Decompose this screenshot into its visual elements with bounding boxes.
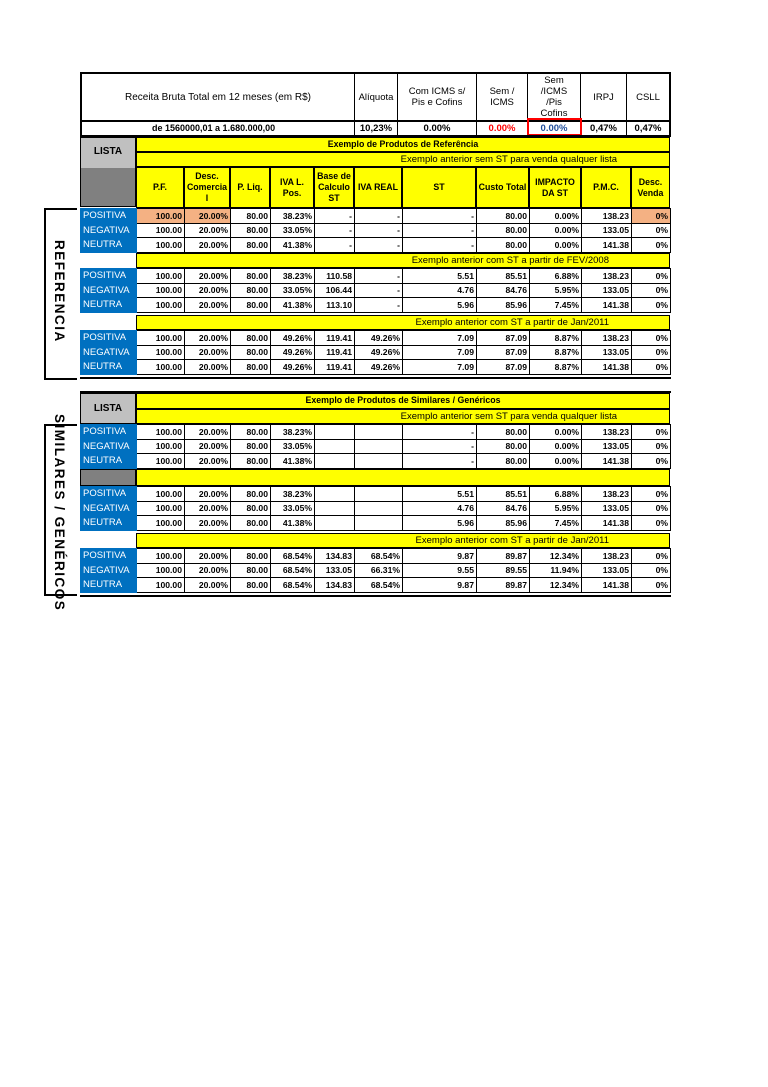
- cell-st: 5.51: [403, 487, 477, 502]
- cell-category: POSITIVA: [81, 269, 137, 284]
- cell-desc-venda: 0%: [632, 298, 671, 313]
- cell-impacto-st: 11.94%: [530, 563, 582, 578]
- cell-custo-total: 84.76: [477, 501, 530, 516]
- cell-pf: 100.00: [137, 360, 185, 375]
- cell-desc-comercial: 20.00%: [185, 487, 231, 502]
- section2-band1: Exemplo anterior sem ST para venda qualquer lista: [136, 409, 670, 424]
- cell-category: POSITIVA: [81, 331, 137, 346]
- cell-p-liq: 80.00: [231, 331, 271, 346]
- cell-custo-total: 80.00: [477, 439, 530, 454]
- cell-pmc: 141.38: [582, 454, 632, 469]
- cell-category: NEUTRA: [81, 298, 137, 313]
- cell-pf: 100.00: [137, 238, 185, 253]
- cell-pmc: 141.38: [582, 238, 632, 253]
- section1-group3-table: [80, 330, 671, 375]
- cell-category: POSITIVA: [81, 425, 137, 440]
- cell-desc-venda: 0%: [632, 223, 671, 238]
- cell-desc-venda: 0%: [632, 209, 671, 224]
- cell-iva-real: 49.26%: [355, 345, 403, 360]
- cell-desc-venda: 0%: [632, 501, 671, 516]
- cell-custo-total: 80.00: [477, 238, 530, 253]
- cell-p-liq: 80.00: [231, 298, 271, 313]
- cell-base-calculo: 134.83: [315, 549, 355, 564]
- faixa-value: de 1560000,01 a 1.680.000,00: [152, 123, 276, 133]
- aliquota-label: Alíquota: [358, 91, 394, 103]
- cell-custo-total: 80.00: [477, 425, 530, 440]
- cell-pf: 100.00: [137, 454, 185, 469]
- cell-st: 5.96: [403, 516, 477, 531]
- cell-p-liq: 80.00: [231, 360, 271, 375]
- cell-impacto-st: 12.34%: [530, 578, 582, 593]
- cell-st: 5.51: [403, 269, 477, 284]
- cell-category: NEGATIVA: [81, 439, 137, 454]
- cell-iva-real: 49.26%: [355, 331, 403, 346]
- cell-desc-comercial: 20.00%: [185, 238, 231, 253]
- cell-base-calculo: [315, 439, 355, 454]
- cell-custo-total: 87.09: [477, 360, 530, 375]
- cell-category: NEUTRA: [81, 578, 137, 593]
- cell-iva-l-pos: 33.05%: [271, 223, 315, 238]
- cell-st: 7.09: [403, 331, 477, 346]
- table-row: [81, 331, 671, 346]
- cell-iva-l-pos: 49.26%: [271, 331, 315, 346]
- cell-pf: 100.00: [137, 283, 185, 298]
- cell-iva-l-pos: 33.05%: [271, 439, 315, 454]
- cell-iva-l-pos: 49.26%: [271, 345, 315, 360]
- cell-custo-total: 80.00: [477, 209, 530, 224]
- cell-pmc: 141.38: [582, 516, 632, 531]
- cell-desc-comercial: 20.00%: [185, 345, 231, 360]
- table-row: [81, 454, 671, 469]
- cell-desc-comercial: 20.00%: [185, 269, 231, 284]
- cell-base-calculo: 113.10: [315, 298, 355, 313]
- cell-iva-real: 68.54%: [355, 578, 403, 593]
- cell-desc-comercial: 20.00%: [185, 578, 231, 593]
- cell-iva-real: 66.31%: [355, 563, 403, 578]
- cell-st: 7.09: [403, 360, 477, 375]
- table-row: [81, 549, 671, 564]
- cell-pmc: 133.05: [582, 563, 632, 578]
- irpj-label: IRPJ: [593, 91, 614, 103]
- col-iva-l-pos: IVA L. Pos.: [270, 167, 314, 208]
- cell-impacto-st: 0.00%: [530, 425, 582, 440]
- cell-iva-l-pos: 38.23%: [271, 425, 315, 440]
- cell-desc-comercial: 20.00%: [185, 425, 231, 440]
- cell-st: 9.87: [403, 578, 477, 593]
- cell-pf: 100.00: [137, 209, 185, 224]
- cell-pmc: 138.23: [582, 549, 632, 564]
- cell-base-calculo: [315, 487, 355, 502]
- cell-category: NEUTRA: [81, 454, 137, 469]
- cell-iva-real: [355, 516, 403, 531]
- cell-pmc: 141.38: [582, 298, 632, 313]
- com-icms-value: 0.00%: [423, 123, 451, 134]
- cell-p-liq: 80.00: [231, 345, 271, 360]
- cell-impacto-st: 8.87%: [530, 345, 582, 360]
- cell-st: 5.96: [403, 298, 477, 313]
- cell-desc-comercial: 20.00%: [185, 298, 231, 313]
- section1-band1: Exemplo anterior sem ST para venda qualquer lista: [136, 152, 670, 167]
- col-base-calculo: Base de Calculo ST: [314, 167, 354, 208]
- cell-pf: 100.00: [137, 578, 185, 593]
- cell-category: POSITIVA: [81, 549, 137, 564]
- cell-custo-total: 80.00: [477, 454, 530, 469]
- cell-p-liq: 80.00: [231, 223, 271, 238]
- table-row: [81, 578, 671, 593]
- cell-desc-venda: 0%: [632, 283, 671, 298]
- cell-desc-comercial: 20.00%: [185, 223, 231, 238]
- cell-desc-comercial: 20.00%: [185, 454, 231, 469]
- table-row: [81, 345, 671, 360]
- cell-custo-total: 85.96: [477, 298, 530, 313]
- table-row: [81, 516, 671, 531]
- table-row: [81, 425, 671, 440]
- table-row: [81, 563, 671, 578]
- cell-pmc: 138.23: [582, 425, 632, 440]
- cell-custo-total: 85.96: [477, 516, 530, 531]
- cell-desc-venda: 0%: [632, 238, 671, 253]
- cell-iva-real: [355, 501, 403, 516]
- cell-category: NEGATIVA: [81, 345, 137, 360]
- cell-pmc: 133.05: [582, 345, 632, 360]
- cell-pmc: 138.23: [582, 269, 632, 284]
- cell-p-liq: 80.00: [231, 283, 271, 298]
- cell-pmc: 138.23: [582, 487, 632, 502]
- cell-custo-total: 89.55: [477, 563, 530, 578]
- section2-group3-table: [80, 548, 671, 593]
- cell-pmc: 141.38: [582, 578, 632, 593]
- section1-band3: Exemplo anterior com ST a partir de Jan/2011: [136, 315, 670, 330]
- cell-st: 4.76: [403, 283, 477, 298]
- table-row: [81, 209, 671, 224]
- cell-iva-real: [355, 425, 403, 440]
- table-row: [81, 439, 671, 454]
- cell-desc-venda: 0%: [632, 549, 671, 564]
- cell-desc-venda: 0%: [632, 439, 671, 454]
- lista-label-2: LISTA: [93, 403, 123, 414]
- cell-impacto-st: 12.34%: [530, 549, 582, 564]
- cell-desc-comercial: 20.00%: [185, 516, 231, 531]
- cell-p-liq: 80.00: [231, 549, 271, 564]
- section2-title: Exemplo de Produtos de Similares / Genéricos: [136, 393, 670, 409]
- cell-impacto-st: 5.95%: [530, 283, 582, 298]
- cell-st: -: [403, 223, 477, 238]
- sem-icms-value: 0.00%: [488, 123, 516, 134]
- cell-desc-venda: 0%: [632, 516, 671, 531]
- cell-iva-l-pos: 38.23%: [271, 209, 315, 224]
- cell-p-liq: 80.00: [231, 501, 271, 516]
- cell-impacto-st: 8.87%: [530, 331, 582, 346]
- cell-iva-real: [355, 454, 403, 469]
- cell-impacto-st: 0.00%: [530, 223, 582, 238]
- col-desc-venda: Desc. Venda: [631, 167, 670, 208]
- cell-desc-venda: 0%: [632, 425, 671, 440]
- cell-desc-comercial: 20.00%: [185, 501, 231, 516]
- table-row: [81, 223, 671, 238]
- cell-impacto-st: 0.00%: [530, 454, 582, 469]
- col-st: ST: [402, 167, 476, 208]
- cell-iva-l-pos: 41.38%: [271, 516, 315, 531]
- section1-band2: Exemplo anterior com ST a partir de FEV/2008: [136, 253, 670, 268]
- cell-iva-real: 68.54%: [355, 549, 403, 564]
- cell-iva-l-pos: 49.26%: [271, 360, 315, 375]
- cell-iva-real: -: [355, 269, 403, 284]
- cell-base-calculo: 119.41: [315, 345, 355, 360]
- cell-impacto-st: 6.88%: [530, 487, 582, 502]
- cell-base-calculo: 133.05: [315, 563, 355, 578]
- cell-impacto-st: 7.45%: [530, 298, 582, 313]
- cell-p-liq: 80.00: [231, 563, 271, 578]
- cell-pf: 100.00: [137, 563, 185, 578]
- cell-p-liq: 80.00: [231, 238, 271, 253]
- cell-st: -: [403, 439, 477, 454]
- col-pmc: P.M.C.: [581, 167, 631, 208]
- cell-base-calculo: [315, 516, 355, 531]
- cell-p-liq: 80.00: [231, 578, 271, 593]
- cell-pmc: 133.05: [582, 501, 632, 516]
- cell-pf: 100.00: [137, 345, 185, 360]
- cell-iva-real: -: [355, 223, 403, 238]
- col-p-liq: P. Liq.: [230, 167, 270, 208]
- cell-base-calculo: [315, 501, 355, 516]
- cell-custo-total: 89.87: [477, 578, 530, 593]
- cell-iva-l-pos: 38.23%: [271, 269, 315, 284]
- cell-pf: 100.00: [137, 269, 185, 284]
- cell-desc-venda: 0%: [632, 487, 671, 502]
- table-row: [81, 501, 671, 516]
- table-row: [81, 238, 671, 253]
- cell-iva-l-pos: 68.54%: [271, 549, 315, 564]
- section2-band3: Exemplo anterior com ST a partir de Jan/2011: [136, 533, 670, 548]
- cell-pf: 100.00: [137, 487, 185, 502]
- cell-base-calculo: 119.41: [315, 331, 355, 346]
- cell-category: NEGATIVA: [81, 283, 137, 298]
- col-iva-real: IVA REAL: [354, 167, 402, 208]
- cell-p-liq: 80.00: [231, 209, 271, 224]
- cell-category: NEUTRA: [81, 238, 137, 253]
- cell-desc-comercial: 20.00%: [185, 283, 231, 298]
- cell-category: NEGATIVA: [81, 223, 137, 238]
- cell-iva-l-pos: 68.54%: [271, 578, 315, 593]
- cell-category: POSITIVA: [81, 487, 137, 502]
- cell-category: NEGATIVA: [81, 563, 137, 578]
- section2-band2: [136, 469, 670, 486]
- cell-st: 7.09: [403, 345, 477, 360]
- cell-iva-l-pos: 41.38%: [271, 238, 315, 253]
- csll-label: CSLL: [636, 91, 660, 103]
- section1-group1-table: [80, 208, 671, 253]
- cell-impacto-st: 0.00%: [530, 439, 582, 454]
- lista-label: LISTA: [93, 146, 123, 157]
- cell-pmc: 138.23: [582, 209, 632, 224]
- cell-base-calculo: [315, 425, 355, 440]
- cell-pmc: 133.05: [582, 283, 632, 298]
- cell-pf: 100.00: [137, 439, 185, 454]
- cell-pmc: 138.23: [582, 331, 632, 346]
- cell-impacto-st: 5.95%: [530, 501, 582, 516]
- cell-category: NEUTRA: [81, 516, 137, 531]
- cell-iva-l-pos: 68.54%: [271, 563, 315, 578]
- cell-pmc: 133.05: [582, 223, 632, 238]
- cell-desc-venda: 0%: [632, 578, 671, 593]
- cell-desc-venda: 0%: [632, 269, 671, 284]
- col-pf: P.F.: [136, 167, 184, 208]
- com-icms-label: Com ICMS s/ Pis e Cofins: [408, 86, 466, 108]
- aliquota-value: 10,23%: [359, 123, 393, 134]
- cell-p-liq: 80.00: [231, 487, 271, 502]
- cell-desc-venda: 0%: [632, 331, 671, 346]
- cell-base-calculo: -: [315, 238, 355, 253]
- similares-side-label: SIMILARES / GENÉRICOS: [52, 414, 67, 612]
- cell-st: 9.55: [403, 563, 477, 578]
- section2-spacer-grey: [80, 469, 136, 486]
- cell-p-liq: 80.00: [231, 269, 271, 284]
- cell-category: NEGATIVA: [81, 501, 137, 516]
- col-custo-total: Custo Total: [476, 167, 529, 208]
- cell-iva-real: -: [355, 298, 403, 313]
- cell-custo-total: 87.09: [477, 331, 530, 346]
- cell-iva-real: -: [355, 238, 403, 253]
- cell-st: -: [403, 238, 477, 253]
- cell-pf: 100.00: [137, 331, 185, 346]
- section1-group2-table: [80, 268, 671, 313]
- cell-custo-total: 85.51: [477, 269, 530, 284]
- cell-st: 4.76: [403, 501, 477, 516]
- cell-iva-real: -: [355, 209, 403, 224]
- section2-group1-table: [80, 424, 671, 469]
- cell-custo-total: 89.87: [477, 549, 530, 564]
- cell-desc-venda: 0%: [632, 563, 671, 578]
- cell-desc-comercial: 20.00%: [185, 209, 231, 224]
- col-impacto-st: IMPACTO DA ST: [529, 167, 581, 208]
- cell-base-calculo: 119.41: [315, 360, 355, 375]
- cell-custo-total: 84.76: [477, 283, 530, 298]
- cell-pmc: 141.38: [582, 360, 632, 375]
- cell-desc-venda: 0%: [632, 454, 671, 469]
- irpj-value: 0,47%: [590, 123, 617, 134]
- cell-base-calculo: [315, 454, 355, 469]
- cell-pf: 100.00: [137, 425, 185, 440]
- cell-pf: 100.00: [137, 516, 185, 531]
- cell-desc-comercial: 20.00%: [185, 331, 231, 346]
- sem-icms-label: Sem / ICMS: [489, 86, 515, 108]
- col-desc-comercial: Desc. Comercia l: [184, 167, 230, 208]
- cell-base-calculo: 106.44: [315, 283, 355, 298]
- cell-base-calculo: 134.83: [315, 578, 355, 593]
- sem-icms-pis-value: 0.00%: [540, 123, 568, 134]
- section2-group2-table: [80, 486, 671, 531]
- cell-iva-real: 49.26%: [355, 360, 403, 375]
- cell-pf: 100.00: [137, 501, 185, 516]
- cell-iva-real: [355, 439, 403, 454]
- cell-custo-total: 87.09: [477, 345, 530, 360]
- cell-iva-l-pos: 41.38%: [271, 454, 315, 469]
- cell-p-liq: 80.00: [231, 439, 271, 454]
- cell-desc-venda: 0%: [632, 360, 671, 375]
- section1-title: Exemplo de Produtos de Referência: [136, 137, 670, 152]
- cell-base-calculo: 110.58: [315, 269, 355, 284]
- cell-st: 9.87: [403, 549, 477, 564]
- table-row: [81, 298, 671, 313]
- cell-pf: 100.00: [137, 549, 185, 564]
- cell-desc-comercial: 20.00%: [185, 360, 231, 375]
- cell-iva-l-pos: 41.38%: [271, 298, 315, 313]
- table-row: [81, 283, 671, 298]
- cell-desc-venda: 0%: [632, 345, 671, 360]
- table-row: [81, 360, 671, 375]
- referencia-side-label: REFERENCIA: [52, 240, 67, 343]
- cell-iva-l-pos: 38.23%: [271, 487, 315, 502]
- csll-value: 0,47%: [634, 123, 662, 134]
- cell-impacto-st: 0.00%: [530, 209, 582, 224]
- cell-p-liq: 80.00: [231, 516, 271, 531]
- cell-base-calculo: -: [315, 223, 355, 238]
- cell-p-liq: 80.00: [231, 454, 271, 469]
- cell-pf: 100.00: [137, 223, 185, 238]
- cell-base-calculo: -: [315, 209, 355, 224]
- cell-impacto-st: 8.87%: [530, 360, 582, 375]
- cell-category: POSITIVA: [81, 209, 137, 224]
- table-row: [81, 269, 671, 284]
- cell-impacto-st: 7.45%: [530, 516, 582, 531]
- cell-pf: 100.00: [137, 298, 185, 313]
- cell-category: NEUTRA: [81, 360, 137, 375]
- cell-iva-l-pos: 33.05%: [271, 501, 315, 516]
- cell-iva-l-pos: 33.05%: [271, 283, 315, 298]
- cell-desc-comercial: 20.00%: [185, 563, 231, 578]
- receita-label: Receita Bruta Total em 12 meses (em R$): [124, 91, 311, 103]
- cell-p-liq: 80.00: [231, 425, 271, 440]
- cell-desc-comercial: 20.00%: [185, 549, 231, 564]
- sem-icms-pis-label: Sem /ICMS /Pis Cofins: [540, 75, 568, 119]
- cell-custo-total: 85.51: [477, 487, 530, 502]
- cell-iva-real: -: [355, 283, 403, 298]
- cell-st: -: [403, 209, 477, 224]
- cell-pmc: 133.05: [582, 439, 632, 454]
- cell-impacto-st: 0.00%: [530, 238, 582, 253]
- cell-st: -: [403, 454, 477, 469]
- cell-desc-comercial: 20.00%: [185, 439, 231, 454]
- cell-iva-real: [355, 487, 403, 502]
- table-row: [81, 487, 671, 502]
- cell-custo-total: 80.00: [477, 223, 530, 238]
- cell-impacto-st: 6.88%: [530, 269, 582, 284]
- cell-st: -: [403, 425, 477, 440]
